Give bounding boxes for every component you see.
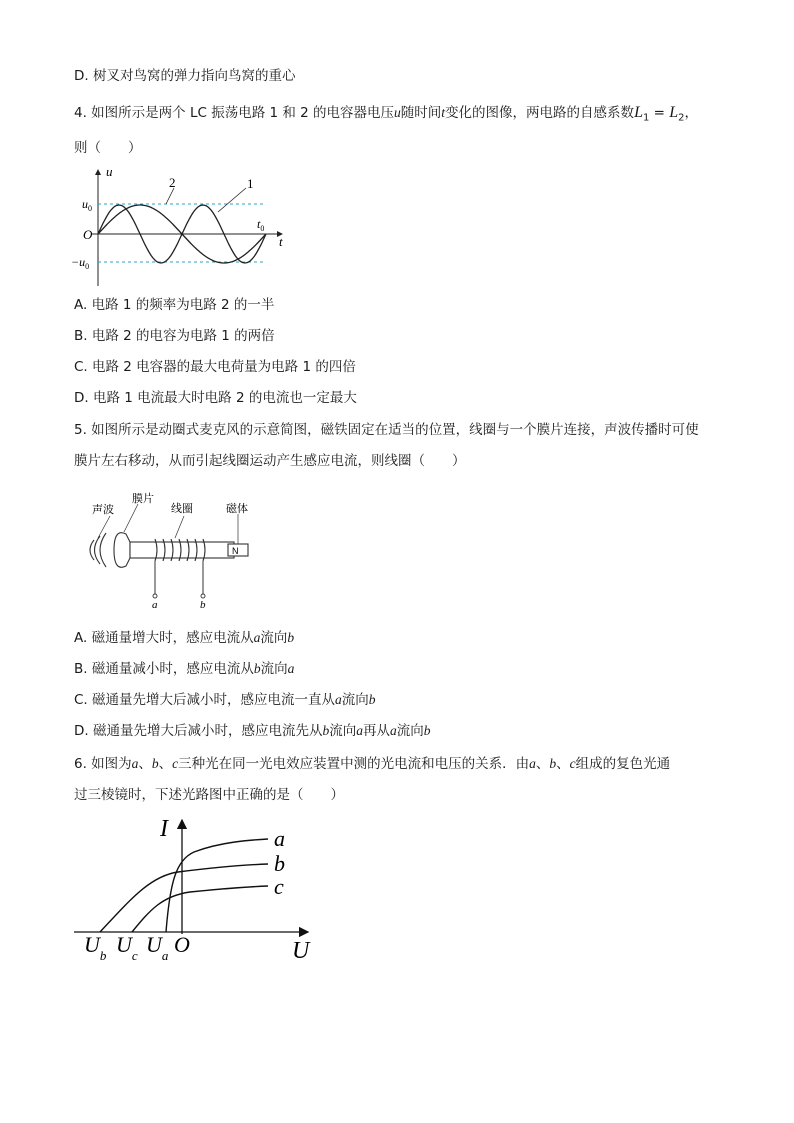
- label-terminal-b: b: [200, 599, 206, 611]
- label-n-pole: N: [232, 546, 239, 556]
- leader-diaphragm: [124, 504, 138, 532]
- terminal-a-dot: [153, 594, 157, 598]
- label-terminal-a: a: [152, 599, 158, 611]
- q3-option-d: D. 树叉对鸟窝的弹力指向鸟窝的重心: [74, 68, 296, 84]
- q5-option-c: C. 磁通量先增大后减小时，感应电流一直从a流向b: [74, 692, 376, 708]
- label-magnet: 磁体: [226, 502, 248, 515]
- q4-option-b: B. 电路 2 的电容为电路 1 的两倍: [74, 328, 275, 344]
- q4-u0-label: $u_0$: [82, 197, 92, 213]
- q6-stem-line1: 6. 如图为a、b、c三种光在同一光电效应装置中测的光电流和电压的关系．由a、b、c组成的复色光通: [74, 756, 671, 772]
- coil-tube: [130, 542, 234, 558]
- diaphragm-shape: [114, 533, 130, 568]
- q4-option-a: A. 电路 1 的频率为电路 2 的一半: [74, 297, 275, 313]
- q4-t0-label: $t_0$: [257, 217, 265, 233]
- q4-curve-2-label: 2: [169, 175, 176, 190]
- q5-microphone-figure: [80, 490, 260, 612]
- q6-curve-c: [132, 886, 268, 932]
- q6-curve-a: [166, 839, 268, 932]
- terminal-b-dot: [201, 594, 205, 598]
- q6-stem-line2: 过三棱镜时，下述光路图中正确的是（ ）: [74, 787, 344, 803]
- q6-iu-graph: [70, 812, 330, 970]
- q5-option-d: D. 磁通量先增大后减小时，感应电流先从b流向a再从a流向b: [74, 723, 431, 739]
- label-coil: 线圈: [171, 502, 193, 515]
- q4-stem: 4. 如图所示是两个 LC 振荡电路 1 和 2 的电容器电压u随时间t变化的图像，两电路的自感系数$L_1 = L_2$，: [74, 104, 699, 124]
- label-sound-wave: 声波: [92, 503, 114, 516]
- leader-coil: [175, 516, 184, 538]
- q4-axis-u-label: u: [106, 164, 113, 179]
- q6-ub-label: $U_b$: [84, 932, 107, 963]
- q6-origin-label: O: [174, 932, 190, 957]
- q5-option-b: B. 磁通量减小时，感应电流从b流向a: [74, 661, 295, 677]
- q5-stem-line1: 5. 如图所示是动圈式麦克风的示意简图，磁铁固定在适当的位置，线圈与一个膜片连接，声波传播时可使: [74, 422, 699, 438]
- q6-curve-c-label: c: [274, 874, 284, 899]
- q4-label-1-leader: [218, 188, 246, 212]
- q4-label-2-leader: [166, 188, 174, 204]
- q4-option-d: D. 电路 1 电流最大时电路 2 的电流也一定最大: [74, 390, 357, 406]
- q4-neg-u0-label: $-u_0$: [71, 255, 90, 271]
- sound-wave-icon: [90, 533, 106, 567]
- q4-axis-t-label: t: [279, 234, 283, 249]
- q6-curve-a-label: a: [274, 826, 285, 851]
- q4-origin-label: O: [83, 227, 93, 242]
- q4-uv-graph: [70, 160, 300, 292]
- label-diaphragm: 膜片: [132, 492, 154, 505]
- q6-uc-label: $U_c$: [116, 932, 138, 963]
- q5-stem-line2: 膜片左右移动，从而引起线圈运动产生感应电流，则线圈（ ）: [74, 453, 466, 469]
- q4-curve-1-label: 1: [247, 176, 254, 191]
- q6-axis-i-label: I: [160, 816, 168, 842]
- q4-stem-line2: 则（ ）: [74, 140, 142, 156]
- q4-option-c: C. 电路 2 电容器的最大电荷量为电路 1 的四倍: [74, 359, 356, 375]
- q6-curve-b-label: b: [274, 851, 285, 876]
- q5-option-a: A. 磁通量增大时，感应电流从a流向b: [74, 630, 295, 646]
- q6-curve-b: [100, 864, 268, 932]
- q6-axis-u-label: U: [292, 938, 310, 964]
- leader-sound: [98, 516, 110, 538]
- q6-ua-label: $U_a$: [146, 932, 169, 963]
